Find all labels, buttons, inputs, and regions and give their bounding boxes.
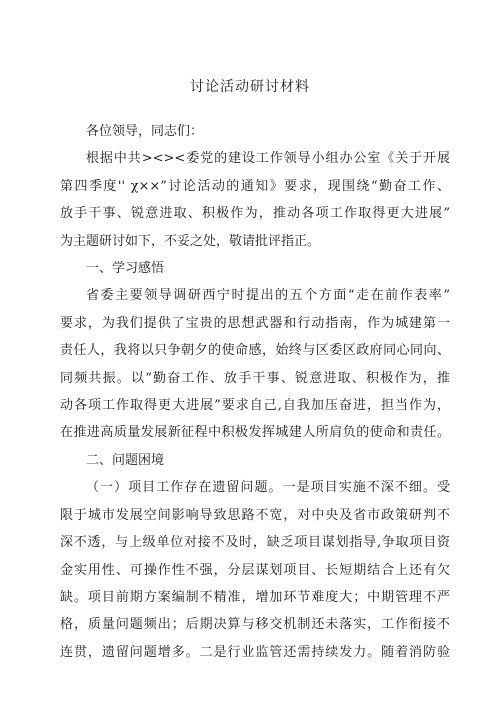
section2-paragraph — [60, 474, 450, 666]
intro-line: 放手干事、锐意进取、积极作为，推动各项工作取得更大进展” — [60, 206, 450, 222]
document-body — [60, 118, 450, 666]
section-heading-2 — [60, 447, 450, 474]
greeting-line: 各位领导，同志们： — [86, 124, 204, 139]
section1-line: 同频共振。以“勤奋工作、放手干事、锐意进取、积极作为，推 — [60, 370, 450, 386]
section1-line: 责任人，我将以只争朝夕的使命感，始终与区委区政府同心同向、 — [60, 343, 450, 359]
greeting — [60, 118, 450, 145]
section-heading-1 — [60, 255, 450, 282]
intro-paragraph — [60, 145, 450, 255]
document-title: 讨论活动研讨材料 — [190, 79, 310, 95]
section2-line: 限于城市发展空间影响导致思路不宽，对中央及省市政策研判不 — [60, 507, 450, 523]
intro-line: 第四季度'' χ××”讨论活动的通知》要求，现围绕“勤奋工作、 — [60, 178, 450, 194]
section1-line: 在推进高质量发展新征程中积极发挥城建人所肩负的使命和责任。 — [60, 425, 450, 441]
section1-paragraph — [60, 282, 450, 446]
section1-line: 省委主要领导调研西宁时提出的五个方面“走在前作表率” — [86, 288, 450, 304]
section2-line: 格，质量问题频出；后期决算与移交机制还未落实，工作衔接不 — [60, 617, 450, 633]
intro-line: 为主题研讨如下，不妥之处，敬请批评指正。 — [60, 233, 321, 249]
intro-line: 根据中共><><委党的建设工作领导小组办公室《关于开展 — [86, 151, 450, 167]
section-heading-text: 二、问题困境 — [86, 452, 165, 468]
section2-line: 连贯，遗留问题增多。二是行业监管还需持续发力。随着消防验 — [60, 644, 450, 660]
section2-line: （一）项目工作存在遗留问题。一是项目实施不深不细。受 — [86, 480, 450, 496]
section2-line: 深不透，与上级单位对接不及时，缺乏项目谋划指导,争取项目资 — [60, 535, 450, 551]
section2-line: 缺。项目前期方案编制不精准，增加环节难度大；中期管理不严 — [60, 589, 450, 605]
section-heading-text: 一、学习感悟 — [86, 261, 165, 277]
section1-line: 要求，为我们提供了宝贵的思想武器和行动指南，作为城建第一 — [60, 315, 450, 331]
section1-line: 动各项工作取得更大进展”要求自己,自我加压奋进，担当作为， — [60, 398, 450, 414]
section2-line: 金实用性、可操作性不强，分层谋划项目、长短期结合上还有欠 — [60, 562, 450, 578]
